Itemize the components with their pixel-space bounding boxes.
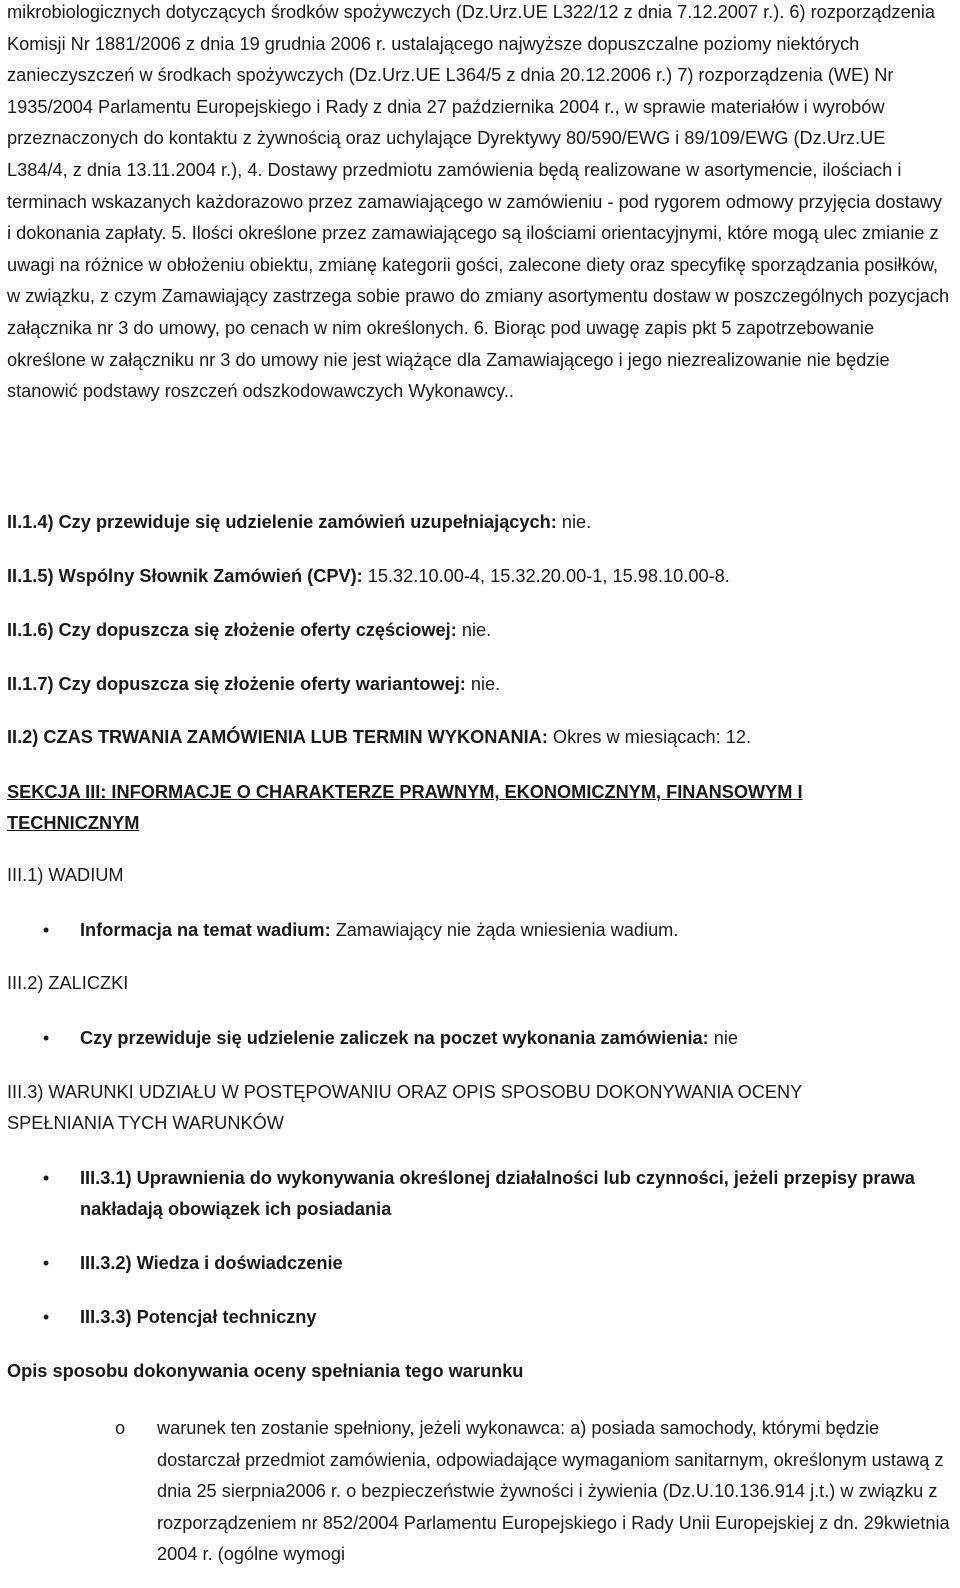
item-ii-2: [0, 723, 960, 751]
item-ii-1-7: [0, 670, 960, 698]
item-ii-1-7-value: nie.: [465, 674, 501, 694]
bullet-iii-1-value: Zamawiający nie żąda wniesienia wadium.: [330, 920, 679, 940]
item-ii-2-value: Okres w miesiącach: 12.: [547, 727, 752, 747]
bullet-iii-3-1-text: III.3.1) Uprawnienia do wykonywania określonej działalności lub czynności, jeżeli przepisy prawa nakładają obowiązek ich posiadania: [80, 1168, 915, 1219]
bullet-iii-2-value: nie: [708, 1028, 738, 1048]
item-ii-1-4-value: nie.: [556, 512, 592, 532]
heading-iii-3: III.3) WARUNKI UDZIAŁU W POSTĘPOWANIU ORAZ OPIS SPOSOBU DOKONYWANIA OCENY SPEŁNIANIA TYCH WARUNKÓW: [7, 1082, 802, 1133]
item-ii-2-label: II.2) CZAS TRWANIA ZAMÓWIENIA LUB TERMIN WYKONANIA:: [7, 727, 548, 747]
bullet-iii-2-label: Czy przewiduje się udzielenie zaliczek na poczet wykonania zamówienia:: [80, 1028, 709, 1048]
item-ii-1-6-value: nie.: [456, 620, 492, 640]
item-ii-1-5: [0, 562, 960, 590]
bullet-iii-1-text: [80, 916, 952, 944]
item-ii-1-5-label: II.1.5) Wspólny Słownik Zamówień (CPV):: [7, 566, 363, 586]
circle-glyph: o: [114, 1418, 126, 1438]
item-ii-1-6-label: II.1.6) Czy dopuszcza się złożenie oferty częściowej:: [7, 620, 457, 640]
item-ii-1-7-label: II.1.7) Czy dopuszcza się złożenie oferty wariantowej:: [7, 674, 466, 694]
bullet-glyph: •: [42, 1028, 50, 1048]
item-ii-1-6: [0, 616, 960, 644]
bullet-glyph: •: [42, 1307, 50, 1327]
assessment-heading: Opis sposobu dokonywania oceny spełniania tego warunku: [7, 1361, 524, 1381]
item-ii-1-4-label: II.1.4) Czy przewiduje się udzielenie zamówień uzupełniających:: [7, 512, 557, 532]
heading-iii-1: III.1) WADIUM: [7, 865, 124, 885]
bullet-glyph: •: [42, 1168, 50, 1188]
bullet-iii-2-text: [80, 1024, 952, 1052]
bullet-glyph: •: [42, 920, 50, 940]
bullet-iii-1-label: Informacja na temat wadium:: [80, 920, 331, 940]
section-iii-title: SEKCJA III: INFORMACJE O CHARAKTERZE PRAWNYM, EKONOMICZNYM, FINANSOWYM I TECHNICZNYM: [7, 782, 803, 833]
intro-paragraph: mikrobiologicznych dotyczących środków spożywczych (Dz.Urz.UE L322/12 z dnia 7.12.2007 r.). 6) rozporządzenia Komisji Nr 1881/2006 z dnia 19 grudnia 2006 r. ustalającego najwyższe dopuszczalne poziomy niektórych zanieczyszczeń w środkach spożywczych (Dz.Urz.UE L364/5 z dnia 20.12.2006 r.) 7) rozporządzenia (WE) Nr 1935/2004 Parlamentu Europejskiego i Rady z dnia 27 października 2004 r., w sprawie materiałów i wyrobów przeznaczonych do kontaktu z żywnością oraz uchylające Dyrektywy 80/590/EWG i 89/109/EWG (Dz.Urz.UE L384/4, z dnia 13.11.2004 r.), 4. Dostawy przedmiotu zamówienia będą realizowane w asortymencie, ilościach i terminach wskazanych każdorazowo przez zamawiającego w zamówieniu - pod rygorem odmowy przyjęcia dostawy i dokonania zapłaty. 5. Ilości określone przez zamawiającego są ilościami orientacyjnymi, które mogą ulec zmianie z uwagi na różnice w obłożeniu obiektu, zmianę kategorii gości, zalecone diety oraz specyfikę sporządzania posiłków, w związku, z czym Zamawiający zastrzega sobie prawo do zmiany asortymentu dostaw w poszczególnych pozycjach załącznika nr 3 do umowy, po cenach w nim określonych. 6. Biorąc pod uwagę zapis pkt 5 zapotrzebowanie określone w załączniku nr 3 do umowy nie jest wiążące dla Zamawiającego i jego niezrealizowanie nie będzie stanowić podstawy roszczeń odszkodowawczych Wykonawcy..: [7, 2, 950, 402]
heading-iii-2: III.2) ZALICZKI: [7, 973, 129, 993]
bullet-iii-3-3-text: III.3.3) Potencjał techniczny: [80, 1307, 317, 1327]
item-ii-1-5-value: 15.32.10.00-4, 15.32.20.00-1, 15.98.10.00-8.: [362, 566, 730, 586]
bullet-iii-3-2-text: III.3.2) Wiedza i doświadczenie: [80, 1253, 343, 1273]
assessment-sub-item-text: warunek ten zostanie spełniony, jeżeli wykonawca: a) posiada samochody, którymi będzie dostarczał przedmiot zamówienia, odpowiadające wymaganiom sanitarnym, określonym ustawą z dnia 25 sierpnia2006 r. o bezpieczeństwie żywności i żywienia (Dz.U.10.136.914 j.t.) w związku z rozporządzeniem nr 852/2004 Parlamentu Europejskiego i Rady Unii Europejskiej z dn. 29kwietnia 2004 r. (ogólne wymogi: [157, 1418, 950, 1565]
bullet-glyph: •: [42, 1253, 50, 1273]
item-ii-1-4: [0, 508, 960, 536]
